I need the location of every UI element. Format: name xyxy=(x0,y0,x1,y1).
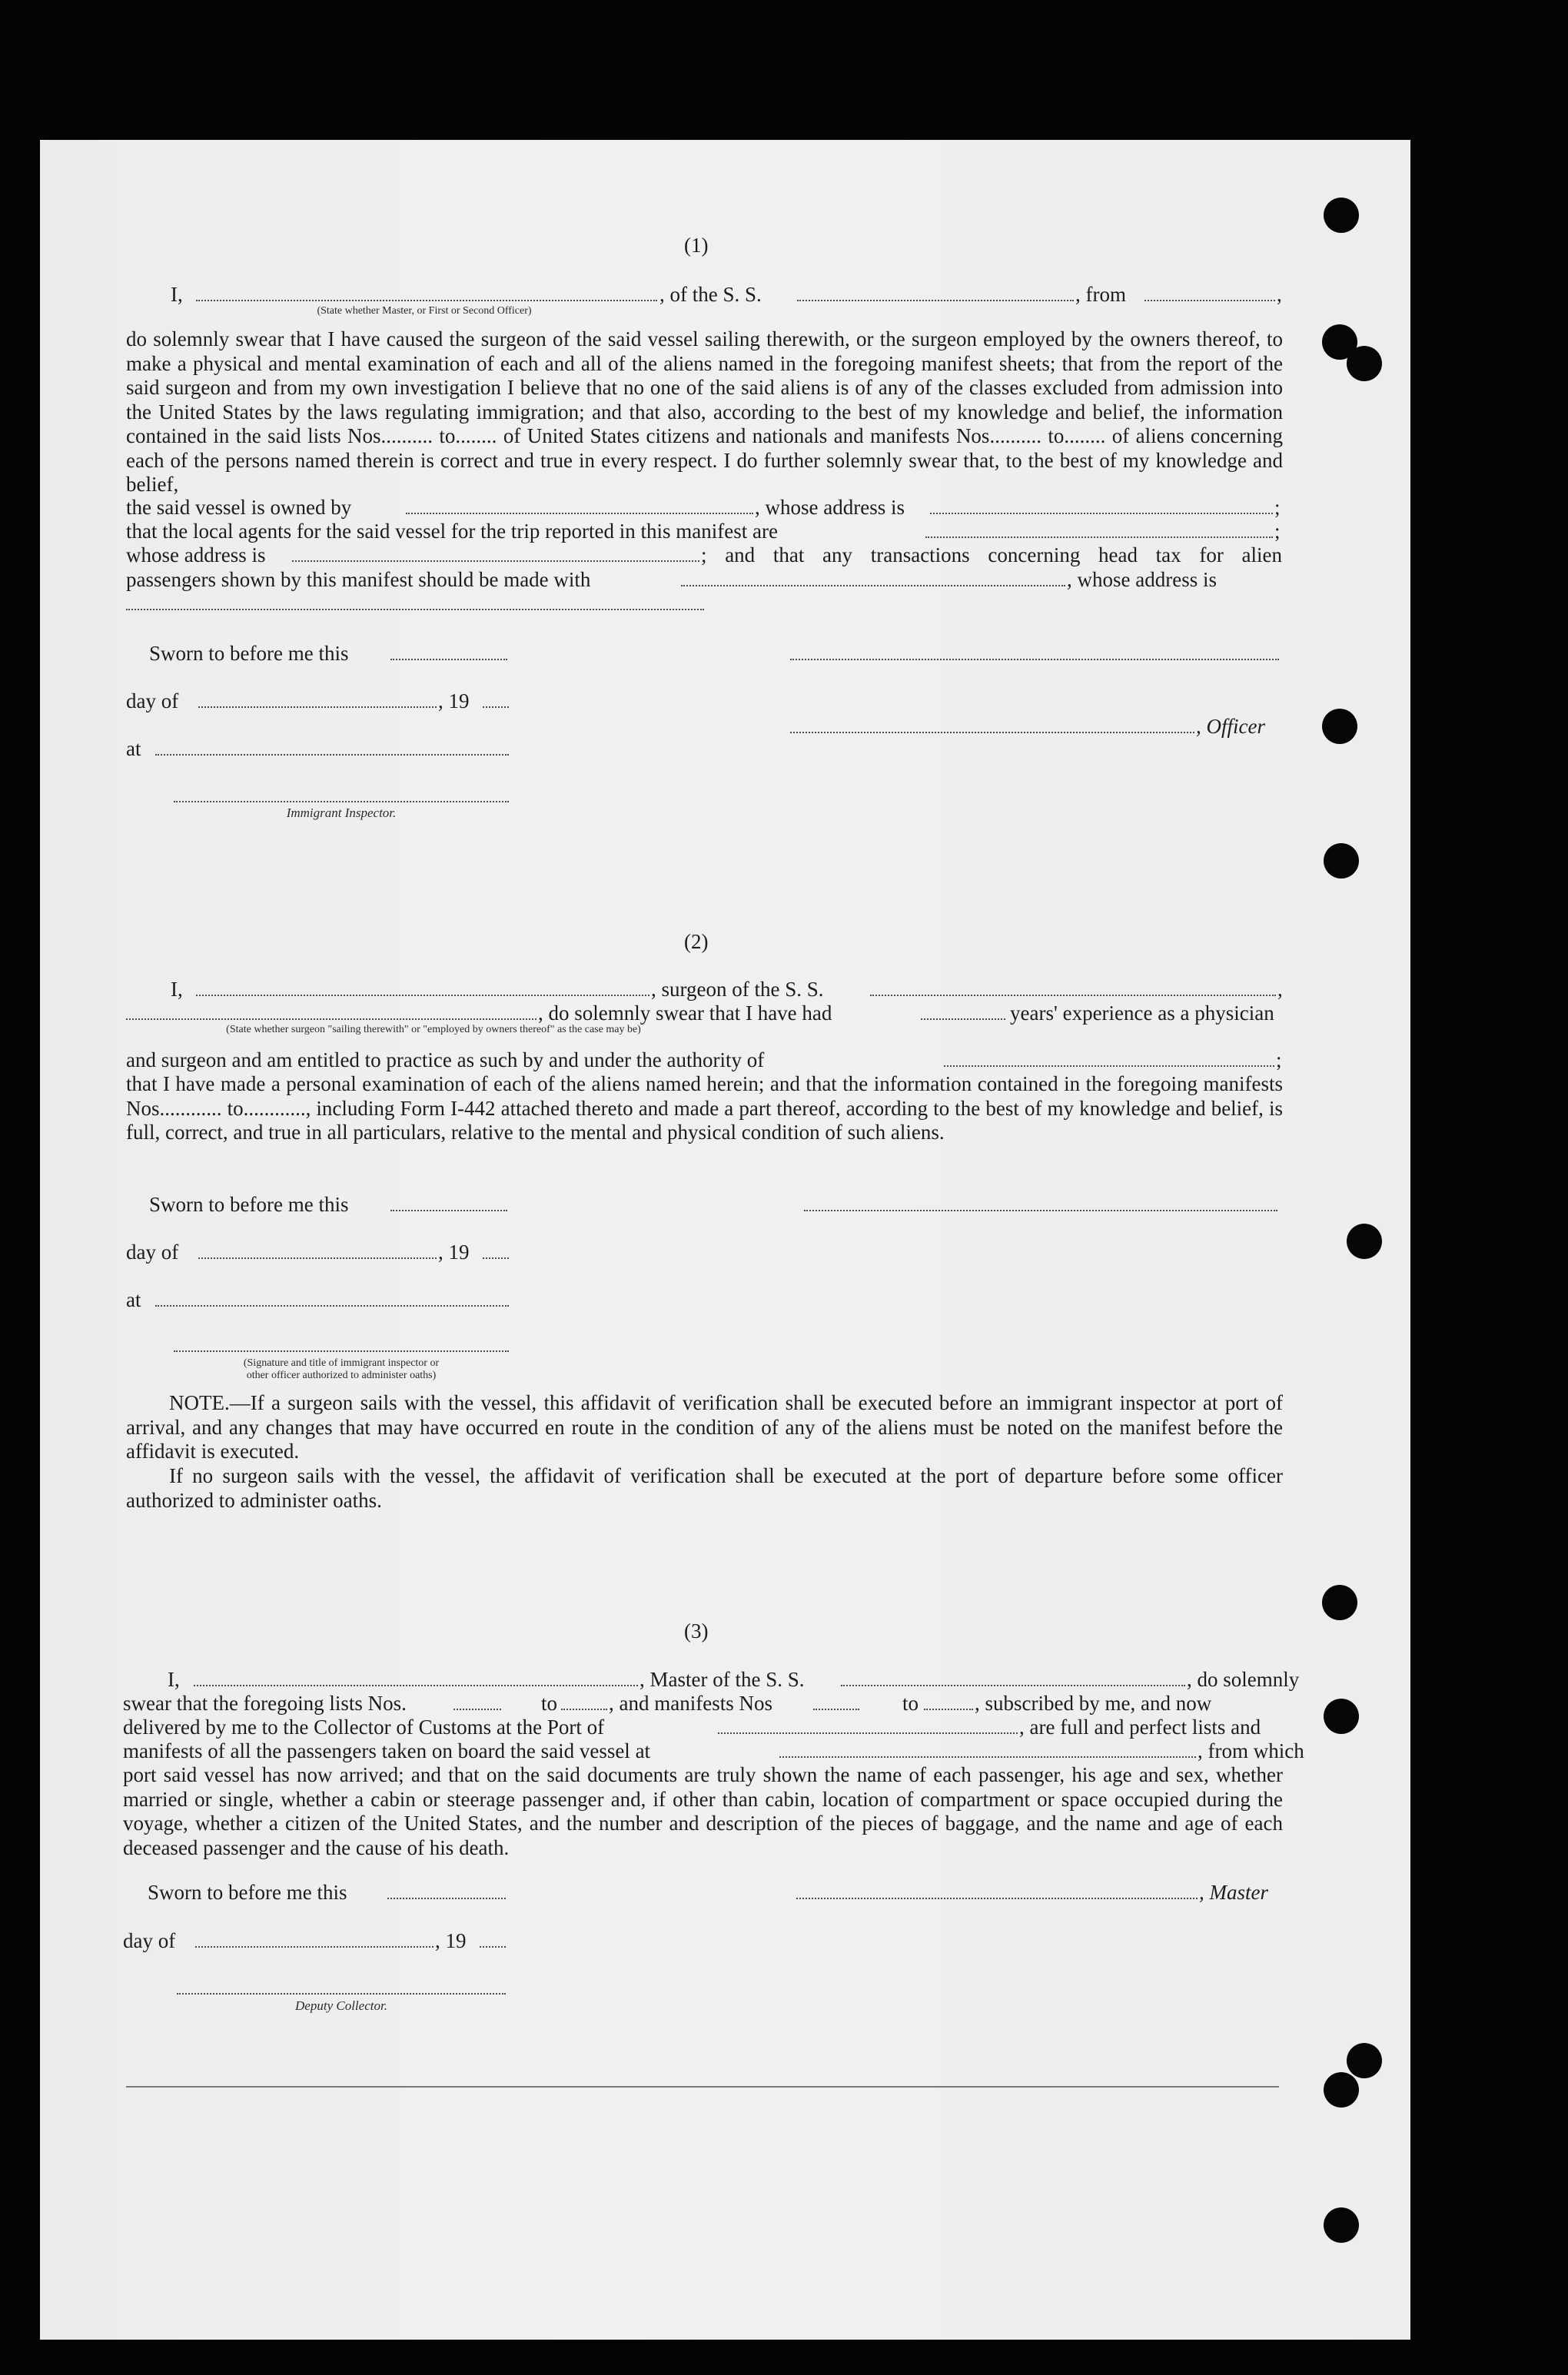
s1-agents-field[interactable] xyxy=(925,536,1273,538)
s3-lists-to: to xyxy=(541,1692,558,1715)
s2-years-experience: years' experience as a physician xyxy=(1010,1001,1274,1025)
s3-lists-from-field[interactable] xyxy=(453,1709,501,1710)
s2-do-solemnly-swear: , do solemnly swear that I have had xyxy=(538,1001,832,1025)
punch-hole xyxy=(1324,2207,1359,2243)
s2-note-surgeon-sails: NOTE.—If a surgeon sails with the vessel, this affidavit of verification shall be executed before an immigrant inspector at port of arrival, and any changes that may have occurred en route in the condition of any of the aliens must be noted on the manifest before the affidavit is executed. xyxy=(126,1391,1283,1463)
s3-day-label: day of xyxy=(123,1929,176,1952)
document-page xyxy=(40,140,1410,2340)
s3-sworn-label: Sworn to before me this xyxy=(148,1881,347,1904)
s2-line1-i: I, xyxy=(171,978,183,1001)
s2-surgeon-of-ss: , surgeon of the S. S. xyxy=(651,978,824,1001)
s3-manifests-to-field[interactable] xyxy=(924,1709,973,1710)
punch-hole xyxy=(1322,709,1357,744)
s1-year-label: , 19 xyxy=(438,689,470,712)
s3-lists-label: swear that the foregoing lists Nos. xyxy=(123,1692,407,1715)
s1-line1-comma: , xyxy=(1277,283,1282,306)
s1-day-field[interactable] xyxy=(198,706,437,708)
s1-at-field[interactable] xyxy=(155,754,509,756)
s2-year-label: , 19 xyxy=(438,1241,470,1264)
s2-line1-comma: , xyxy=(1277,978,1283,1001)
s2-authority-label: and surgeon and am entitled to practice as such by and under the authority of xyxy=(126,1048,765,1071)
s1-sworn-date-field[interactable] xyxy=(390,659,507,660)
s2-day-label: day of xyxy=(126,1241,179,1264)
s1-line1-i: I, xyxy=(171,283,183,306)
section-3-number: (3) xyxy=(684,1619,709,1643)
s3-manifests-label: , and manifests Nos xyxy=(609,1692,772,1715)
s1-inspector-signature-line[interactable] xyxy=(174,801,509,802)
s3-master-name-field[interactable] xyxy=(194,1685,638,1686)
s1-line1-of-ss: , of the S. S. xyxy=(659,283,762,306)
s1-head-tax-address-field[interactable] xyxy=(126,609,704,610)
punch-hole xyxy=(1324,2072,1359,2108)
s1-day-label: day of xyxy=(126,689,179,712)
s1-ship-name-field[interactable] xyxy=(797,300,1074,301)
s1-owner-address-field[interactable] xyxy=(930,513,1273,514)
punch-hole xyxy=(1347,2043,1382,2078)
s2-surgeon-status-field[interactable] xyxy=(126,1018,537,1020)
s3-collector-label: Deputy Collector. xyxy=(295,1998,387,2013)
s3-port-label: delivered by me to the Collector of Customs at the Port of xyxy=(123,1716,605,1739)
s3-ship-name-field[interactable] xyxy=(841,1685,1185,1686)
s1-officer-name-field[interactable] xyxy=(790,732,1194,733)
s2-oath-body: that I have made a personal examination of each of the aliens named herein; and that the information contained in the foregoing manifests Nos............ to............, including Form I-442 attached thereto and made a part thereof, according to the best of my knowledge and belief, is full, correct, and true in all particulars, relative to the mental and physical condition of such aliens. xyxy=(126,1072,1283,1144)
s1-from-port-field[interactable] xyxy=(1144,300,1275,301)
s3-lists-to-field[interactable] xyxy=(561,1709,607,1710)
s1-master-note: (State whether Master, or First or Second Officer) xyxy=(317,305,532,317)
s1-at-label: at xyxy=(126,737,141,760)
s2-signature-note-1: (Signature and title of immigrant inspector or xyxy=(243,1357,440,1369)
punch-hole xyxy=(1322,1585,1357,1620)
s1-agents-semicolon: ; xyxy=(1274,520,1281,543)
s1-officer-signature-line[interactable] xyxy=(790,659,1279,660)
s1-agents-address-field[interactable] xyxy=(292,560,699,562)
s3-sworn-date-field[interactable] xyxy=(387,1898,506,1899)
s3-subscribed: , subscribed by me, and now xyxy=(975,1692,1212,1715)
s1-head-tax-agent-field[interactable] xyxy=(681,585,1065,586)
s1-owner-field[interactable] xyxy=(406,513,753,514)
s3-embark-port-field[interactable] xyxy=(779,1756,1196,1758)
s1-officer-label: , Officer xyxy=(1196,715,1265,738)
s2-authority-semicolon: ; xyxy=(1276,1048,1282,1071)
s2-day-field[interactable] xyxy=(198,1257,437,1259)
s1-owned-by: the said vessel is owned by xyxy=(126,496,352,519)
s2-surgeon-signature-line[interactable] xyxy=(804,1210,1277,1211)
s2-surgeon-note: (State whether surgeon "sailing therewith" or "employed by owners thereof" as the case may be) xyxy=(226,1024,641,1035)
s3-do-solemnly: , do solemnly xyxy=(1187,1668,1300,1691)
s3-oath-body: port said vessel has now arrived; and that on the said documents are truly shown the name of each passenger, his age and sex, whether married or single, whether a cabin or steerage passenger and, if other than cabin, location of compartment or space occupied during the voyage, whether a citizen of the United States, and the number and description of the pieces of baggage, and the name and age of each deceased passenger and the cause of his death. xyxy=(123,1763,1283,1859)
s3-manifests-to: to xyxy=(902,1692,919,1715)
s2-years-field[interactable] xyxy=(921,1018,1005,1020)
s1-local-agents: that the local agents for the said vessel for the trip reported in this manifest are xyxy=(126,520,778,543)
s1-passengers-shown: passengers shown by this manifest should be made with xyxy=(126,568,591,591)
s3-full-perfect: , are full and perfect lists and xyxy=(1019,1716,1261,1739)
s3-collector-signature-line[interactable] xyxy=(177,1993,506,1995)
s1-sworn-label: Sworn to before me this xyxy=(149,642,349,665)
s3-year-label: , 19 xyxy=(435,1929,467,1952)
s3-master-of-ss: , Master of the S. S. xyxy=(639,1668,805,1691)
punch-hole xyxy=(1324,843,1359,879)
punch-hole xyxy=(1347,1224,1382,1259)
bottom-rule xyxy=(126,2086,1279,2088)
s2-at-label: at xyxy=(126,1288,141,1311)
s3-from-which: , from which xyxy=(1198,1739,1304,1762)
s3-master-signature-line[interactable] xyxy=(796,1898,1198,1899)
s3-day-field[interactable] xyxy=(195,1946,434,1948)
s2-ship-name-field[interactable] xyxy=(870,995,1276,996)
s2-inspector-signature-line[interactable] xyxy=(174,1350,509,1352)
s1-master-name-field[interactable] xyxy=(196,300,657,301)
s2-at-field[interactable] xyxy=(155,1305,509,1307)
s3-line1-i: I, xyxy=(168,1668,180,1691)
s1-year-field[interactable] xyxy=(483,706,509,708)
s1-inspector-label: Immigrant Inspector. xyxy=(286,806,397,820)
s3-port-field[interactable] xyxy=(718,1732,1018,1734)
s2-note-no-surgeon: If no surgeon sails with the vessel, the affidavit of verification shall be executed at the port of departure before some officer authorized to administer oaths. xyxy=(126,1464,1283,1512)
s1-head-tax: ; and that any transactions concerning head tax for alien xyxy=(701,543,1282,566)
s1-owner-address-label: , whose address is xyxy=(755,496,905,519)
s1-head-tax-address-label: , whose address is xyxy=(1067,568,1217,591)
s2-sworn-label: Sworn to before me this xyxy=(149,1193,349,1216)
s3-manifests-from-field[interactable] xyxy=(813,1709,859,1710)
s2-authority-field[interactable] xyxy=(944,1065,1274,1067)
s3-vessel-at-label: manifests of all the passengers taken on board the said vessel at xyxy=(123,1739,651,1762)
s1-whose-address: whose address is xyxy=(126,543,266,566)
s3-master-label: , Master xyxy=(1199,1881,1268,1904)
s1-line1-from: , from xyxy=(1075,283,1126,306)
s2-year-field[interactable] xyxy=(483,1257,509,1259)
s2-signature-note-2: other officer authorized to administer oaths) xyxy=(246,1370,437,1381)
punch-hole xyxy=(1324,198,1359,233)
section-2-number: (2) xyxy=(684,930,709,953)
punch-hole xyxy=(1347,346,1382,381)
section-1-number: (1) xyxy=(684,234,709,257)
s2-sworn-date-field[interactable] xyxy=(390,1210,507,1211)
s1-oath-body: do solemnly swear that I have caused the surgeon of the said vessel sailing therewith, or the surgeon employed by the owners thereof, to make a physical and mental examination of each and all of the aliens named in the foregoing manifest sheets; that from the report of the said surgeon and from my own investigation I believe that no one of the said aliens is of any of the classes excluded from admission into the United States by the laws regulating immigration; and that also, according to the best of my knowledge and belief, the information contained in the said lists Nos.......... to........ of United States citizens and nationals and manifests Nos.......... to........ of aliens concerning each of the persons named therein is correct and true in every respect. I do further solemnly swear that, to the best of my knowledge and belief, xyxy=(126,327,1283,496)
s1-owner-semicolon: ; xyxy=(1274,496,1281,519)
s2-surgeon-name-field[interactable] xyxy=(196,995,649,996)
s3-year-field[interactable] xyxy=(480,1946,506,1948)
punch-hole xyxy=(1324,1699,1359,1734)
